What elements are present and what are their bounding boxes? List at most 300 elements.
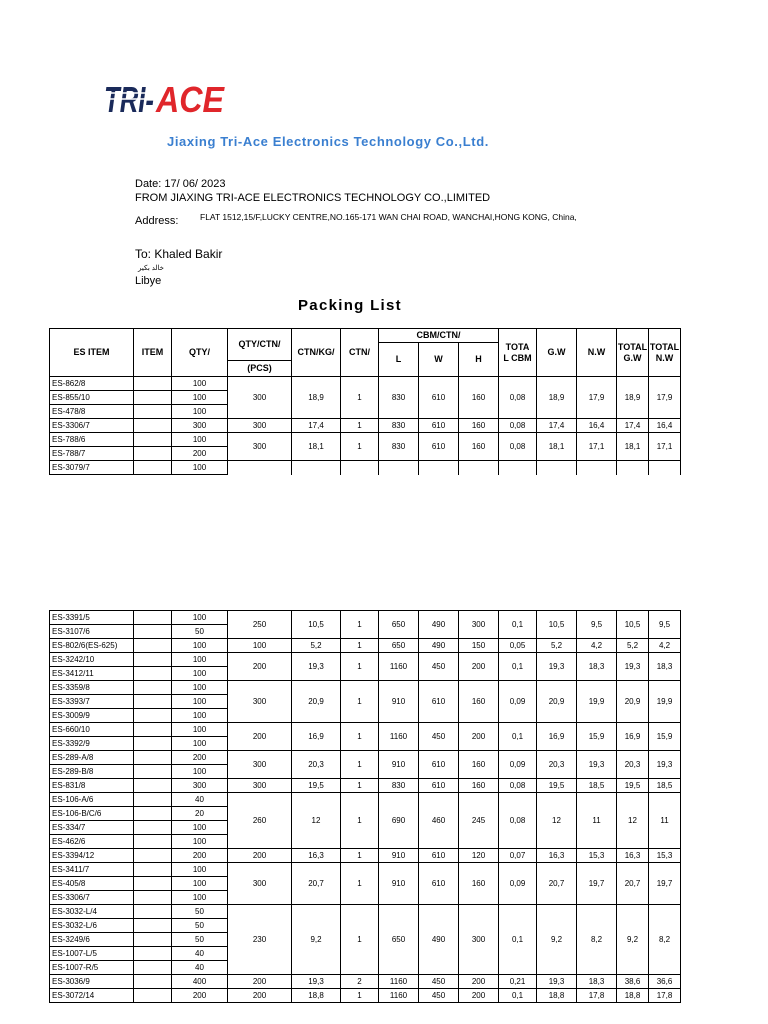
tnw-cell: 36,6 [649,975,681,989]
qty-cell: 200 [172,751,228,765]
item-cell [134,625,172,639]
tgw-cell: 16,9 [617,723,649,751]
w-cell: 610 [419,419,459,433]
header-ctn-kg: CTN/KG/ [292,329,341,377]
gw-cell: 20,3 [537,751,577,779]
date-line: Date: 17/ 06/ 2023 [135,178,226,190]
kg-cell: 12 [292,793,341,849]
ctn-cell: 1 [341,681,379,723]
h-cell [459,461,499,475]
qty-cell: 100 [172,821,228,835]
qty-cell: 100 [172,611,228,625]
header-total-gw: TOTAL G.W [617,329,649,377]
ctn-cell: 1 [341,905,379,975]
gw-cell: 19,3 [537,975,577,989]
item-cell [134,461,172,475]
l-cell: 910 [379,849,419,863]
gw-cell: 10,5 [537,611,577,639]
qty-ctn-cell: 200 [228,653,292,681]
qty-cell: 100 [172,863,228,877]
ctn-cell: 1 [341,751,379,779]
tnw-cell: 17,9 [649,377,681,419]
item-code-cell: ES-3411/7 [50,863,134,877]
nw-cell: 17,9 [577,377,617,419]
tnw-cell: 4,2 [649,639,681,653]
item-cell [134,405,172,419]
item-code-cell: ES-3394/12 [50,849,134,863]
header-total-nw: TOTAL N.W [649,329,681,377]
gw-cell: 16,9 [537,723,577,751]
ctn-cell [341,461,379,475]
item-code-cell: ES-334/7 [50,821,134,835]
cbm-cell: 0,1 [499,905,537,975]
item-code-cell: ES-3359/8 [50,681,134,695]
kg-cell: 17,4 [292,419,341,433]
qty-ctn-cell: 300 [228,377,292,419]
h-cell: 245 [459,793,499,849]
tgw-cell: 5,2 [617,639,649,653]
gw-cell: 18,1 [537,433,577,461]
nw-cell: 16,4 [577,419,617,433]
item-cell [134,765,172,779]
qty-ctn-cell: 300 [228,863,292,905]
tgw-cell: 18,9 [617,377,649,419]
qty-cell: 100 [172,709,228,723]
header-w: W [419,343,459,377]
w-cell: 450 [419,989,459,1003]
tgw-cell: 18,8 [617,989,649,1003]
w-cell: 460 [419,793,459,849]
kg-cell: 16,3 [292,849,341,863]
w-cell: 610 [419,751,459,779]
table-row [50,461,681,475]
tgw-cell: 18,1 [617,433,649,461]
from-line: FROM JIAXING TRI-ACE ELECTRONICS TECHNOLOGY CO.,LIMITED [135,192,491,204]
w-cell: 450 [419,975,459,989]
item-cell [134,377,172,391]
item-cell [134,611,172,625]
item-cell [134,419,172,433]
table-row [50,611,681,625]
tgw-cell: 9,2 [617,905,649,975]
tnw-cell: 19,3 [649,751,681,779]
h-cell: 160 [459,433,499,461]
table-row [50,751,681,765]
item-cell [134,447,172,461]
qty-ctn-cell: 200 [228,975,292,989]
item-cell [134,639,172,653]
header-qty: QTY/ [172,329,228,377]
address-label: Address: [135,215,179,227]
nw-cell: 4,2 [577,639,617,653]
item-code-cell: ES-788/7 [50,447,134,461]
l-cell: 830 [379,377,419,419]
kg-cell: 20,3 [292,751,341,779]
table-row [50,849,681,863]
tnw-cell: 19,7 [649,863,681,905]
w-cell: 610 [419,377,459,419]
tgw-cell: 20,3 [617,751,649,779]
kg-cell: 10,5 [292,611,341,639]
nw-cell: 19,7 [577,863,617,905]
item-cell [134,933,172,947]
item-code-cell: ES-862/8 [50,377,134,391]
ctn-cell: 1 [341,611,379,639]
cbm-cell: 0,08 [499,419,537,433]
cbm-cell: 0,1 [499,653,537,681]
w-cell: 490 [419,905,459,975]
gw-cell: 17,4 [537,419,577,433]
item-cell [134,989,172,1003]
item-code-cell: ES-106-A/6 [50,793,134,807]
h-cell: 150 [459,639,499,653]
item-code-cell: ES-660/10 [50,723,134,737]
qty-cell: 50 [172,933,228,947]
l-cell: 1160 [379,723,419,751]
item-cell [134,821,172,835]
item-cell [134,793,172,807]
table-row [50,723,681,737]
table-row [50,433,681,447]
item-code-cell: ES-478/8 [50,405,134,419]
h-cell: 160 [459,681,499,723]
qty-ctn-cell: 300 [228,681,292,723]
item-code-cell: ES-3242/10 [50,653,134,667]
tnw-cell: 18,3 [649,653,681,681]
gw-cell: 20,7 [537,863,577,905]
item-code-cell: ES-405/8 [50,877,134,891]
header-qty-ctn: QTY/CTN/ [228,329,292,361]
h-cell: 200 [459,653,499,681]
qty-cell: 100 [172,377,228,391]
nw-cell: 11 [577,793,617,849]
kg-cell: 18,1 [292,433,341,461]
item-code-cell: ES-831/8 [50,779,134,793]
item-cell [134,667,172,681]
item-code-cell: ES-3009/9 [50,709,134,723]
tnw-cell [649,461,681,475]
qty-cell: 100 [172,891,228,905]
tgw-cell: 10,5 [617,611,649,639]
qty-cell: 300 [172,779,228,793]
qty-ctn-cell: 200 [228,723,292,751]
item-cell [134,751,172,765]
nw-cell: 18,5 [577,779,617,793]
cbm-cell [499,461,537,475]
page-title: Packing List [298,297,402,314]
qty-cell: 50 [172,625,228,639]
nw-cell: 17,1 [577,433,617,461]
item-code-cell: ES-3392/9 [50,737,134,751]
qty-cell: 200 [172,989,228,1003]
kg-cell: 18,9 [292,377,341,419]
header-l: L [379,343,419,377]
table-row [50,639,681,653]
item-cell [134,863,172,877]
cbm-cell: 0,08 [499,377,537,419]
tnw-cell: 16,4 [649,419,681,433]
table-row [50,653,681,667]
gw-cell [537,461,577,475]
cbm-cell: 0,1 [499,723,537,751]
item-cell [134,681,172,695]
nw-cell: 19,9 [577,681,617,723]
qty-cell: 100 [172,877,228,891]
item-code-cell: ES-3032-L/6 [50,919,134,933]
tnw-cell: 15,3 [649,849,681,863]
qty-ctn-cell: 200 [228,989,292,1003]
item-code-cell: ES-3032-L/4 [50,905,134,919]
w-cell: 490 [419,639,459,653]
gw-cell: 5,2 [537,639,577,653]
h-cell: 200 [459,723,499,751]
table-row [50,905,681,919]
item-cell [134,695,172,709]
header-ctn: CTN/ [341,329,379,377]
cbm-cell: 0,08 [499,793,537,849]
qty-cell: 40 [172,947,228,961]
item-cell [134,961,172,975]
h-cell: 120 [459,849,499,863]
tnw-cell: 8,2 [649,905,681,975]
item-cell [134,779,172,793]
company-name: Jiaxing Tri-Ace Electronics Technology Co.,Ltd. [167,134,489,149]
ctn-cell: 1 [341,419,379,433]
w-cell: 610 [419,863,459,905]
w-cell: 610 [419,779,459,793]
item-code-cell: ES-462/6 [50,835,134,849]
tgw-cell: 20,9 [617,681,649,723]
tnw-cell: 11 [649,793,681,849]
qty-ctn-cell: 300 [228,751,292,779]
kg-cell: 20,7 [292,863,341,905]
item-code-cell: ES-3072/14 [50,989,134,1003]
qty-cell: 100 [172,433,228,447]
tgw-cell: 16,3 [617,849,649,863]
item-code-cell: ES-3306/7 [50,891,134,905]
recipient-country: Libye [135,275,162,287]
logo-text-ace: ACE [155,79,225,120]
item-cell [134,807,172,821]
qty-cell: 100 [172,765,228,779]
qty-ctn-cell [228,461,292,475]
l-cell: 650 [379,639,419,653]
item-code-cell: ES-289-A/8 [50,751,134,765]
nw-cell: 19,3 [577,751,617,779]
ctn-cell: 1 [341,863,379,905]
qty-ctn-cell: 300 [228,433,292,461]
gw-cell: 12 [537,793,577,849]
h-cell: 160 [459,863,499,905]
qty-ctn-cell: 230 [228,905,292,975]
qty-cell: 200 [172,849,228,863]
nw-cell: 18,3 [577,975,617,989]
header-pcs: (PCS) [228,361,292,377]
item-code-cell: ES-855/10 [50,391,134,405]
l-cell: 1160 [379,989,419,1003]
gw-cell: 18,9 [537,377,577,419]
nw-cell: 17,8 [577,989,617,1003]
ctn-cell: 1 [341,779,379,793]
item-code-cell: ES-3306/7 [50,419,134,433]
w-cell: 610 [419,681,459,723]
item-cell [134,975,172,989]
l-cell: 910 [379,863,419,905]
cbm-cell: 0,1 [499,611,537,639]
item-cell [134,947,172,961]
ctn-cell: 1 [341,989,379,1003]
item-cell [134,723,172,737]
tgw-cell: 20,7 [617,863,649,905]
item-code-cell: ES-3036/9 [50,975,134,989]
address-value: FLAT 1512,15/F,LUCKY CENTRE,NO.165-171 WAN CHAI ROAD, WANCHAI,HONG KONG, China, [200,212,577,222]
qty-cell: 200 [172,447,228,461]
qty-ctn-cell: 100 [228,639,292,653]
table-row [50,377,681,391]
cbm-cell: 0,1 [499,989,537,1003]
kg-cell: 16,9 [292,723,341,751]
qty-cell: 100 [172,653,228,667]
tnw-cell: 19,9 [649,681,681,723]
header-h: H [459,343,499,377]
table-row [50,863,681,877]
w-cell [419,461,459,475]
cbm-cell: 0,09 [499,863,537,905]
l-cell: 830 [379,779,419,793]
table-row [50,975,681,989]
kg-cell: 5,2 [292,639,341,653]
table-row [50,419,681,433]
ctn-cell: 2 [341,975,379,989]
gw-cell: 9,2 [537,905,577,975]
table-row [50,779,681,793]
item-code-cell: ES-289-B/8 [50,765,134,779]
item-cell [134,849,172,863]
l-cell: 690 [379,793,419,849]
kg-cell: 19,5 [292,779,341,793]
item-code-cell: ES-3391/5 [50,611,134,625]
qty-cell: 100 [172,835,228,849]
recipient-name: To: Khaled Bakir [135,247,223,261]
item-cell [134,905,172,919]
cbm-cell: 0,09 [499,751,537,779]
qty-cell: 100 [172,405,228,419]
qty-cell: 100 [172,461,228,475]
ctn-cell: 1 [341,433,379,461]
h-cell: 160 [459,751,499,779]
l-cell: 910 [379,751,419,779]
qty-ctn-cell: 200 [228,849,292,863]
cbm-cell: 0,05 [499,639,537,653]
qty-cell: 40 [172,961,228,975]
table-row [50,793,681,807]
item-cell [134,919,172,933]
kg-cell: 9,2 [292,905,341,975]
item-cell [134,835,172,849]
w-cell: 610 [419,433,459,461]
item-code-cell: ES-788/6 [50,433,134,447]
tnw-cell: 17,8 [649,989,681,1003]
nw-cell: 15,3 [577,849,617,863]
tgw-cell: 17,4 [617,419,649,433]
kg-cell: 19,3 [292,975,341,989]
item-code-cell: ES-3393/7 [50,695,134,709]
qty-cell: 100 [172,391,228,405]
logo-text-tri: TRI- [104,79,154,120]
kg-cell: 20,9 [292,681,341,723]
qty-cell: 100 [172,737,228,751]
item-cell [134,433,172,447]
gw-cell: 20,9 [537,681,577,723]
nw-cell [577,461,617,475]
h-cell: 160 [459,779,499,793]
l-cell: 650 [379,611,419,639]
tgw-cell: 19,5 [617,779,649,793]
cbm-cell: 0,09 [499,681,537,723]
item-cell [134,391,172,405]
item-code-cell: ES-3249/6 [50,933,134,947]
h-cell: 160 [459,377,499,419]
l-cell: 830 [379,433,419,461]
item-cell [134,653,172,667]
qty-cell: 100 [172,681,228,695]
nw-cell: 18,3 [577,653,617,681]
qty-cell: 100 [172,667,228,681]
qty-ctn-cell: 260 [228,793,292,849]
header-es-item: ES ITEM [50,329,134,377]
header-gw: G.W [537,329,577,377]
w-cell: 490 [419,611,459,639]
nw-cell: 8,2 [577,905,617,975]
header-total-cbm: TOTA L CBM [499,329,537,377]
tnw-cell: 17,1 [649,433,681,461]
l-cell: 1160 [379,653,419,681]
cbm-cell: 0,07 [499,849,537,863]
h-cell: 300 [459,611,499,639]
item-cell [134,891,172,905]
ctn-cell: 1 [341,639,379,653]
w-cell: 450 [419,653,459,681]
tnw-cell: 9,5 [649,611,681,639]
qty-ctn-cell: 300 [228,779,292,793]
qty-cell: 400 [172,975,228,989]
item-cell [134,737,172,751]
item-code-cell: ES-3107/6 [50,625,134,639]
kg-cell: 19,3 [292,653,341,681]
qty-cell: 20 [172,807,228,821]
item-code-cell: ES-3412/11 [50,667,134,681]
header-nw: N.W [577,329,617,377]
gw-cell: 16,3 [537,849,577,863]
ctn-cell: 1 [341,793,379,849]
tnw-cell: 18,5 [649,779,681,793]
header-cbm-ctn: CBM/CTN/ [379,329,499,343]
tgw-cell: 38,6 [617,975,649,989]
cbm-cell: 0,21 [499,975,537,989]
tri-ace-logo [104,76,228,120]
header-item: ITEM [134,329,172,377]
table-row [50,681,681,695]
recipient-name-arabic: خالد بكير [138,265,165,272]
nw-cell: 9,5 [577,611,617,639]
item-code-cell: ES-1007-R/5 [50,961,134,975]
h-cell: 160 [459,419,499,433]
qty-cell: 40 [172,793,228,807]
h-cell: 200 [459,989,499,1003]
qty-cell: 50 [172,905,228,919]
item-code-cell: ES-1007-L/5 [50,947,134,961]
tnw-cell: 15,9 [649,723,681,751]
